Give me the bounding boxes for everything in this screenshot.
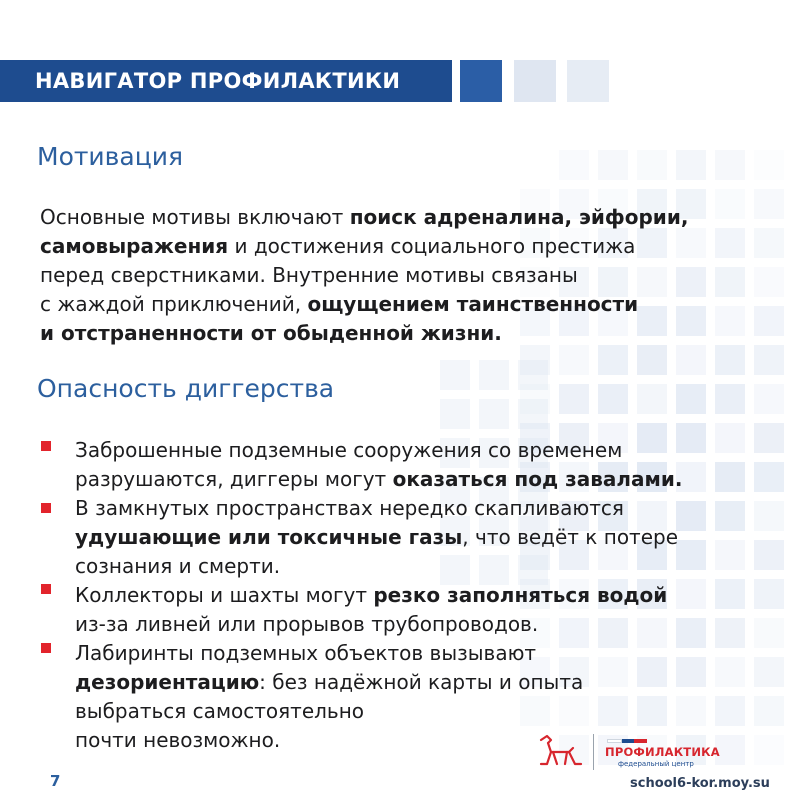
text-line	[40, 232, 780, 261]
section-heading-motivation: Мотивация	[37, 142, 184, 171]
body-text: из-за ливней или прорывов трубопроводов.	[75, 612, 539, 636]
header-square	[460, 60, 502, 102]
grid-square	[715, 345, 745, 375]
logo-text: ПРОФИЛАКТИКА	[605, 745, 720, 759]
text-line	[75, 523, 801, 552]
grid-square	[637, 384, 667, 414]
danger-list-item	[0, 581, 801, 639]
body-text: В замкнутых пространствах нередко скапливаются	[75, 496, 624, 520]
emphasis-text: оказаться под завалами.	[392, 467, 683, 491]
text-line	[40, 290, 780, 319]
body-text: и достижения социального престижа	[228, 234, 636, 258]
grid-square	[559, 345, 589, 375]
logo-subtitle: федеральный центр	[618, 760, 694, 768]
emphasis-text: дезориентацию	[75, 670, 260, 694]
header-title: НАВИГАТОР ПРОФИЛАКТИКИ	[35, 69, 401, 93]
body-text: сознания и смерти.	[75, 554, 281, 578]
footer-logo	[535, 730, 725, 774]
body-text: , что ведёт к потере	[462, 525, 679, 549]
grid-square	[676, 384, 706, 414]
text-line	[75, 581, 801, 610]
grid-square	[559, 150, 589, 180]
grid-square	[754, 345, 784, 375]
body-text: : без надёжной карты и опыта	[259, 670, 584, 694]
page-number: 7	[50, 772, 61, 790]
logo-divider	[593, 734, 594, 770]
emphasis-text: удушающие или токсичные газы	[75, 525, 463, 549]
text-line	[75, 494, 801, 523]
bullet-icon	[41, 441, 51, 451]
body-text: с жаждой приключений,	[40, 292, 308, 316]
danger-list	[0, 436, 801, 755]
grid-square	[598, 150, 628, 180]
grid-square	[598, 345, 628, 375]
grid-square	[479, 360, 509, 390]
bullet-icon	[41, 584, 51, 594]
grid-square	[676, 150, 706, 180]
grid-square	[637, 150, 667, 180]
emphasis-text: самовыражения	[40, 234, 229, 258]
emphasis-text: и отстраненности от обыденной жизни.	[40, 321, 502, 345]
grid-square	[518, 399, 548, 429]
motivation-paragraph	[40, 203, 780, 348]
body-text: Лабиринты подземных объектов вызывают	[75, 641, 537, 665]
grid-square	[754, 384, 784, 414]
text-line	[40, 203, 780, 232]
grid-square	[440, 399, 470, 429]
body-text: выбраться самостоятельно	[75, 699, 365, 723]
grid-square	[518, 360, 548, 390]
emphasis-text: ощущением таинственности	[307, 292, 639, 316]
header-square	[567, 60, 609, 102]
emphasis-text: резко заполняться водой	[373, 583, 668, 607]
grid-square	[676, 345, 706, 375]
section-heading-danger: Опасность диггерства	[37, 374, 335, 403]
text-line	[40, 261, 780, 290]
text-line	[75, 668, 801, 697]
grid-square	[479, 399, 509, 429]
text-line	[75, 552, 801, 581]
danger-list-item	[0, 436, 801, 494]
grid-square	[754, 150, 784, 180]
bullet-icon	[41, 643, 51, 653]
header-square	[514, 60, 556, 102]
body-text: почти невозможно.	[75, 728, 281, 752]
body-text: Коллекторы и шахты могут	[75, 583, 374, 607]
body-text: перед сверстниками. Внутренние мотивы связаны	[40, 263, 578, 287]
text-line	[75, 465, 801, 494]
grid-square	[559, 384, 589, 414]
body-text: Заброшенные подземные сооружения со временем	[75, 438, 623, 462]
grid-square	[715, 384, 745, 414]
text-line	[40, 319, 780, 348]
text-line	[75, 436, 801, 465]
grid-square	[637, 345, 667, 375]
grid-square	[598, 384, 628, 414]
site-url-watermark: school6-kor.moy.su	[630, 776, 770, 791]
text-line	[75, 697, 801, 726]
text-line	[75, 610, 801, 639]
flag-stripes	[607, 739, 647, 743]
horse-logo-icon	[535, 730, 585, 774]
header-bar	[0, 60, 452, 102]
bullet-icon	[41, 503, 51, 513]
grid-square	[440, 360, 470, 390]
body-text: Основные мотивы включают	[40, 205, 350, 229]
text-line	[75, 639, 801, 668]
danger-list-item	[0, 494, 801, 581]
emphasis-text: поиск адреналина, эйфории,	[349, 205, 689, 229]
body-text: разрушаются, диггеры могут	[75, 467, 393, 491]
grid-square	[715, 150, 745, 180]
